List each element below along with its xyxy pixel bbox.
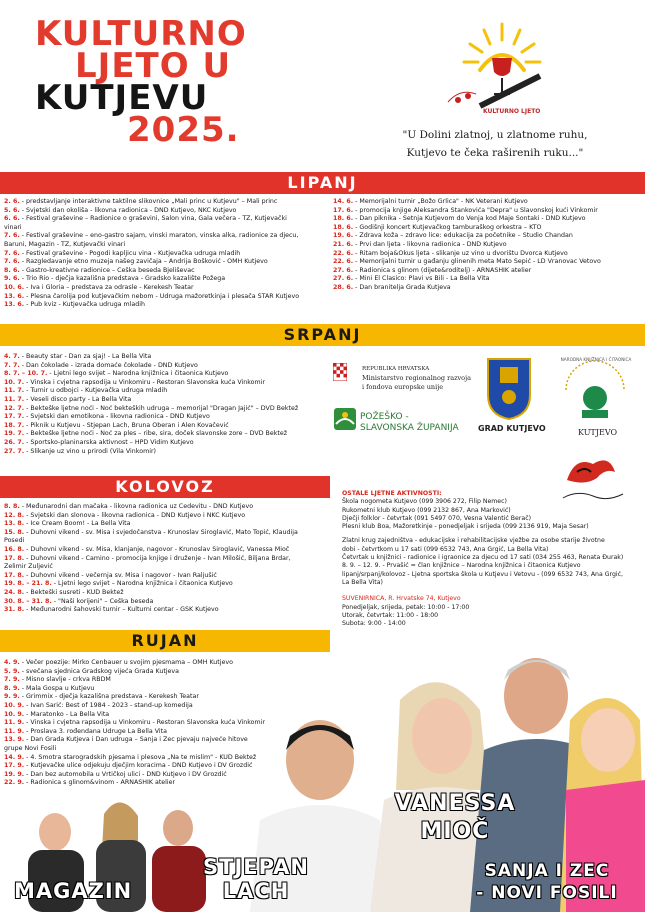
event-text: - Gastro-kreativne radionice – Češka beseda Bjeliševac [19, 266, 195, 274]
event-date: 19. 6. [333, 232, 354, 240]
info-line: Ponedjeljak, srijeda, petak: 10:00 - 17:00 [342, 603, 470, 611]
event-text: - Trio Rio - dječja kazališna predstava - Gradsko kazalište Požega [19, 275, 226, 283]
event-text: - Sportsko-planinarska aktivnost – HPD Vidim Kutjevo [24, 438, 194, 446]
lipanj-events-left [4, 198, 334, 310]
event-date: 22. 6. [333, 258, 354, 266]
event-date: 10. 9. [4, 701, 25, 709]
other-activities-title: OSTALE LJETNE AKTIVNOSTI: [342, 490, 442, 497]
event-row [333, 258, 643, 267]
event-date: 11. 7. [4, 395, 25, 403]
event-date: 17. 8. [4, 571, 25, 579]
event-date: 18. 7. [4, 421, 25, 429]
info-line: Četvrtak u knjižnici - radionice i igraonice za djecu od 17 sati (034 255 463, Renata Đurak) [342, 554, 624, 562]
srpanj-events [4, 353, 334, 456]
ministry-logo [362, 365, 471, 392]
event-date: 19. 7. [4, 430, 25, 438]
performer-magazin: MAGAZIN [14, 879, 133, 903]
event-text: - Festival graševine - Pogodi kapljicu vina - Kutjevačka udruga mladih [19, 249, 241, 257]
section-title-kolovoz: KOLOVOZ [115, 477, 215, 496]
ministry-line-1: REPUBLIKA HRVATSKA [362, 366, 430, 372]
event-date: 15. 8. [4, 528, 25, 536]
event-text: Posedi [4, 537, 25, 545]
event-row [4, 512, 334, 521]
event-row [4, 207, 334, 216]
event-text: - Svjetski dan okoliša - likovna radionica - DND Kutjevo, NKČ Kutjevo [19, 206, 237, 214]
performer-stjepan-line-1: STJEPAN [203, 855, 309, 879]
event-text: - Ljetni lego svijet – Narodna knjižnica i čitaonica Kutjevo [51, 580, 233, 588]
info-line: Subota: 9:00 - 14:00 [342, 620, 406, 628]
event-date: 10. 6. [4, 283, 25, 291]
event-text: - Vinska i cvjetna rapsodija u Vinkomiru - Restoran Slavonska kuća Vinkomir [24, 719, 266, 727]
event-text: - Memorijalni turnir „Božo Grlica" - NK Veterani Kutjevo [353, 198, 528, 205]
event-row [4, 258, 334, 267]
event-text: - Turnir u odbojci - Kutjevačka udruga mladih [24, 387, 168, 395]
event-text: - Godišnji koncert Kutjevačkog tamburaškog orkestra – KTO [353, 223, 542, 231]
event-text: - Misno slavlje - crkva RBDM [19, 676, 111, 684]
event-row [333, 207, 643, 216]
event-text: - Kutjevačke ulice odjekuju dječjim koracima - DND Kutjevo i DV Grozdić [24, 762, 253, 770]
event-date: 4. 9. [4, 659, 20, 666]
event-date: 26. 7. [4, 438, 25, 446]
event-date: 13. 6. [4, 292, 25, 300]
performer-sanja-line-2: - NOVI FOSILI [476, 883, 618, 903]
event-row [4, 353, 334, 362]
souvenir-shop-hours [342, 604, 642, 629]
event-date: 17. 7. [4, 413, 25, 421]
event-date: 4. 7. [4, 353, 20, 360]
county-line-2: SLAVONSKA ŽUPANIJA [360, 423, 459, 433]
info-line: lipanj/srpanj/kolovoz - Ljetna sportska škola u Kutjevu i Vetovu - (099 6532 743, Ana Grgić, [342, 570, 623, 578]
info-line: Dječji folklor - četvrtak (091 5497 070, Vesna Valentić Berač) [342, 514, 532, 522]
event-row [4, 430, 334, 439]
performer-stjepan-lach [186, 855, 326, 903]
event-date: 5. 9. [4, 667, 20, 675]
event-row [4, 520, 334, 529]
event-date: 7. 6. [4, 249, 20, 257]
event-text: - Piknik u Kutjevu - Stjepan Lach, Bruna Oberan i Alen Kovačević [24, 421, 229, 429]
county-line-1: POŽEŠKO - [360, 412, 409, 422]
music-notes-icon [448, 92, 476, 103]
event-text: - Bekteške ljetne noći - Noć za ples – ribe, sira, doček slavonske zore – DVD Bektež [24, 430, 288, 438]
event-date: 17. 9. [4, 762, 25, 770]
event-text: - Pub kviz - Kutjevačka udruga mladih [24, 301, 146, 309]
event-text: - Dan branitelja Grada Kutjeva [353, 283, 451, 291]
event-text: - Slikanje uz vino u prirodi (Vila Vinkomir) [24, 447, 157, 455]
event-row [333, 284, 643, 293]
poster-title [35, 14, 247, 150]
event-text: - Grimmix - dječja kazališna predstava - Kerekesh Teatar [19, 693, 199, 701]
event-date: 8. 9. [4, 684, 20, 692]
event-row [4, 267, 334, 276]
performer-vanessa-line-1: VANESSA [394, 791, 516, 816]
event-row [333, 232, 643, 241]
event-text: - Duhovni vikend - Camino - promocija knjige i druženje - Ivan Milošić, Biljana Brdar, [24, 554, 291, 562]
event-row [4, 396, 334, 405]
event-date: 9. 6. [4, 275, 20, 283]
event-text: Želimir Žuljević [4, 563, 53, 571]
event-text: - svečana sjednica Gradskog vijeća Grada Kutjeva [19, 667, 180, 675]
event-row [4, 580, 334, 589]
event-text: - Beauty star - Dan za sjaj! - La Bella Vita [19, 353, 152, 360]
event-text: - Proslava 3. rođendana Udruge La Bella Vita [24, 727, 167, 735]
event-date: 7. 7. [4, 361, 20, 369]
event-row [333, 275, 643, 284]
event-text: - Festival graševine – eno-gastro sajam, vinski maraton, vinska alka, radionice za djecu, [19, 232, 299, 240]
event-row [4, 301, 334, 310]
performer-vanessa-mioc [370, 790, 540, 846]
event-date: 22. 6. [333, 249, 354, 257]
event-date: 31. 8. [4, 606, 25, 614]
event-row [4, 387, 334, 396]
section-title-rujan: RUJAN [131, 631, 199, 650]
motto-line-1: "U Dolini zlatnoj, u zlatnome ruhu, [402, 129, 588, 141]
event-date: 7. 6. [4, 258, 20, 266]
event-date: 12. 7. [4, 404, 25, 412]
library-logo-icon [558, 360, 632, 424]
title-line-1: KULTURNO [35, 14, 247, 54]
event-row [4, 439, 334, 448]
event-date: 27. 6. [333, 266, 354, 274]
event-text: - Ivan Šarić: Best of 1984 - 2023 - stand-up komedija [24, 701, 193, 709]
event-text: - 4. Smotra starogradskih pjesama i plesova „Na te mislim" - KUD Bektež [24, 753, 257, 761]
title-line-3: KUTJEVU [35, 78, 209, 118]
event-row [4, 537, 334, 546]
event-date: 17. 8. [4, 554, 25, 562]
event-row [4, 362, 334, 371]
kolovoz-events [4, 503, 334, 615]
section-title-lipanj: LIPANJ [287, 173, 358, 192]
event-date: 30. 8. – 31. 8. [4, 597, 52, 605]
event-date: 8. 8. [4, 503, 20, 510]
event-row [4, 503, 334, 512]
info-line: Rukometni klub Kutjevo (099 2132 867, Ana Marković) [342, 506, 511, 514]
title-line-4: 2025. [127, 110, 240, 150]
event-date: 13. 6. [4, 301, 25, 309]
event-row [4, 589, 334, 598]
event-date: 5. 6. [4, 206, 20, 214]
event-row [4, 572, 334, 581]
event-text: Baruni, Magazin - TZ, Kutjevački vinari [4, 240, 126, 248]
event-date: 18. 6. [333, 215, 354, 223]
event-text: - Zdrava koža – zdravo lice: edukacija za početnike – Studio Chandan [353, 232, 573, 240]
info-line: La Bella Vita) [342, 578, 383, 586]
event-text: - Ice Cream Boom! - La Bella Vita [24, 520, 131, 528]
event-date: 11. 9. [4, 727, 25, 735]
event-text: - Bekteške ljetne noći - Noć bekteških udruga – memorijal "Dragan Jajić" – DVD Bektež [24, 404, 299, 412]
event-date: 19. 8. – 21. 8. [4, 580, 52, 588]
performer-sanja-zec [452, 860, 642, 904]
event-text: - predstavljanje interaktivne taktilne slikovnice „Mali princ u Kutjevu" – Mali princ [19, 198, 278, 205]
souvenir-shop-title: SUVENIRNICA, R. Hrvatske 74, Kutjevo [342, 595, 461, 603]
event-text: - Memorijalni turnir u gađanju glinenih meta Mato Šepić - LD Vranovac Vetovo [353, 258, 601, 266]
event-text: - Duhovni vikend - sv. Misa i svjedočanstva - Krunoslav Siroglavić, Mato Topić, Klaudija [24, 528, 298, 536]
ministry-line-2: Ministarstvo regionalnog razvoja [362, 374, 471, 382]
section-title-srpanj: SRPANJ [283, 325, 362, 344]
event-date: 17. 6. [333, 206, 354, 214]
event-text: - Dan piknika - Šetnja Kutjevom do Venja kod Maje Sontaki - DND Kutjevo [353, 215, 586, 223]
event-text: - Veseli disco party - La Bella Vita [24, 395, 132, 403]
event-text: - Mala Gospa u Kutjevu [19, 684, 95, 692]
other-activities-list [342, 498, 642, 531]
event-row [4, 555, 334, 564]
motto-line-2: Kutjevo te čeka raširenih ruku..." [406, 147, 584, 159]
event-date: 10. 9. [4, 710, 25, 718]
event-row [4, 293, 334, 302]
event-row [333, 215, 643, 224]
event-text: - Dan bez automobila u Vrtičkoj ulici - DND Kutjevo i DV Grozdić [24, 770, 227, 778]
event-date: 19. 9. [4, 770, 25, 778]
event-date: 13. 8. [4, 520, 25, 528]
event-row [333, 224, 643, 233]
event-row [4, 448, 334, 457]
croatia-coat-of-arms-icon [333, 363, 347, 381]
ministry-line-3: i fondova europske unije [362, 383, 444, 391]
event-date: 21. 6. [333, 240, 354, 248]
event-row [4, 563, 334, 572]
event-text: - Bekteški susreti - KUD Bektež [24, 588, 124, 596]
festival-logo [440, 18, 570, 118]
event-text: - Svjetski dan emotikona - likovna radionica - DND Kutjevo [24, 413, 210, 421]
event-text: - promocija knjige Aleksandra Stankovića "Depra" u Slavonskoj kući Vinkomir [353, 206, 598, 214]
event-text: - Dan Grada Kutjeva i Dan udruga – Sanja i Zec pjevaju najveće hitove [24, 736, 248, 744]
event-text: - Mini El Clasico: Plavi vs Bili - La Bella Vita [353, 275, 490, 283]
event-date: 27. 7. [4, 447, 25, 455]
event-row [4, 606, 334, 615]
event-text: - Međunarodni šahovski turnir – Kulturni centar - GŠK Kutjevo [24, 606, 219, 614]
event-text: - Radionica s glinom (dijete&roditelj) - ARNASHIK atelier [353, 266, 532, 274]
event-text: - Plesna čarolija pod kutjevačkim nebom - Udruga mažoretkinja i plesača STAR Kutjevo [24, 292, 300, 300]
event-date: 12. 8. [4, 511, 25, 519]
event-row [4, 598, 334, 607]
performer-stjepan-line-2: LACH [222, 879, 290, 903]
performer-vanessa-line-2: MIOČ [420, 819, 490, 844]
event-text: vinari [4, 223, 22, 231]
event-row [333, 241, 643, 250]
event-text: - Iva i Gloria – predstava za odrasle - Kerekesh Teatar [24, 283, 194, 291]
event-text: - Duhovni vikend - sv. Misa, klanjanje, nagovor - Krunoslav Siroglavić, Vanessa Mioč [24, 545, 290, 553]
other-activities [342, 490, 642, 628]
info-line: 8. 9. – 12. 9. - Prvašić = član knjižnice – Narodna knjižnica i čitaonica Kutjevo [342, 562, 581, 570]
event-row [4, 284, 334, 293]
event-row [4, 405, 334, 414]
event-row [333, 267, 643, 276]
event-row [4, 198, 334, 207]
event-date: 9. 9. [4, 693, 20, 701]
event-date: 2. 6. [4, 198, 20, 205]
info-line: Utorak, četvrtak: 11:00 - 18:00 [342, 611, 439, 619]
event-date: 7. 6. [4, 232, 20, 240]
town-coat-of-arms-icon [486, 357, 532, 421]
event-text: - Razgledavanje etno muzeja našeg zavičaja – Andrija Bošković - OMH Kutjevo [19, 258, 268, 266]
event-date: 11. 9. [4, 719, 25, 727]
motto [375, 126, 615, 162]
event-date: 14. 6. [333, 198, 354, 205]
event-date: 7. 9. [4, 676, 20, 684]
event-text: - Međunarodni dan mačaka - likovna radionica uz Čedevitu - DND Kutjevo [19, 503, 254, 510]
event-row [4, 250, 334, 259]
county-logo [360, 412, 459, 434]
event-date: 22. 9. [4, 779, 25, 787]
event-row [4, 224, 334, 233]
event-text: - Festival graševine – Radionice o graševini, Salon vina, Gala večera - TZ, Kutjevački [19, 215, 287, 223]
lipanj-events-right [333, 198, 643, 293]
event-text: - Radionica s glinom&vinom - ARNASHIK atelier [24, 779, 176, 787]
event-row [4, 422, 334, 431]
title-line-2: LJETO U [75, 46, 232, 86]
event-date: 6. 6. [4, 215, 20, 223]
event-text: grupe Novi Fosili [4, 744, 57, 752]
event-text: - Prvi dan ljeta - likovna radionica - DND Kutjevo [353, 240, 507, 248]
event-row [4, 215, 334, 224]
county-emblem-icon [334, 408, 356, 430]
event-row [333, 198, 643, 207]
info-line: Škola nogometa Kutjevo (099 3906 272, Filip Nemec) [342, 498, 507, 506]
event-row [4, 241, 334, 250]
library-name: KUTJEVO [578, 428, 618, 437]
wine-glass-icon [480, 58, 540, 106]
golden-circle-list [342, 537, 642, 587]
event-date: 16. 8. [4, 545, 25, 553]
town-name: GRAD KUTJEVO [478, 424, 546, 433]
event-row [333, 250, 643, 259]
event-text: - "Naši korijeni" – Češka beseda [51, 597, 154, 605]
event-row [4, 275, 334, 284]
event-row [4, 379, 334, 388]
event-date: 10. 7. [4, 378, 25, 386]
event-row [4, 529, 334, 538]
event-date: 27. 6. [333, 275, 354, 283]
event-text: - Dan čokolade - izrada domaće čokolade - DND Kutjevo [19, 361, 198, 369]
event-date: 11. 7. [4, 387, 25, 395]
event-date: 28. 6. [333, 283, 354, 291]
event-date: 8. 6. [4, 266, 20, 274]
event-text: - Svjetski dan slonova - likovna radionica - DND Kutjevo i NKČ Kutjevo [24, 511, 246, 519]
event-date: 8. 7. – 10. 7. [4, 370, 48, 378]
library-arc-text: NARODNA KNJIŽNICA I ČITAONICA [560, 357, 632, 362]
event-date: 18. 6. [333, 223, 354, 231]
event-row [4, 546, 334, 555]
logo-caption: KULTURNO LJETO [483, 108, 541, 115]
event-row [4, 370, 334, 379]
info-line: dobi - četvrtkom u 17 sati (099 6532 743, Ana Grgić, La Bella Vita) [342, 545, 549, 553]
event-text: - Maratonko - La Bella Vita [24, 710, 110, 718]
event-date: 24. 8. [4, 588, 25, 596]
event-text: - Večer poezije: Mirko Cenbauer u svojim pjesmama – OMH Kutjevo [19, 659, 233, 666]
info-line: Zlatni krug zajedništva - edukacijske i rehabilitacijske vježbe za osobe starije životne [342, 537, 605, 545]
event-text: - Ritam boja&Okus ljeta - slikanje uz vino u dvorištu Dvorca Kutjevo [353, 249, 568, 257]
event-text: - Vinska i cvjetna rapsodija u Vinkomiru - Restoran Slavonska kuća Vinkomir [24, 378, 266, 386]
event-text: - Ljetni lego svijet – Narodna knjižnica i čitaonica Kutjevo [47, 370, 229, 378]
event-date: 13. 9. [4, 736, 25, 744]
info-line: Plesni klub Boa, Mažoretkinje - ponedjeljak i srijeda (099 2136 919, Maja Sesar) [342, 523, 589, 531]
event-text: - Duhovni vikend - večernja sv. Misa i nagovor - Ivan Raljušić [24, 571, 217, 579]
event-row [4, 232, 334, 241]
event-row [4, 413, 334, 422]
performer-sanja-line-1: SANJA I ZEC [484, 861, 610, 881]
event-date: 14. 9. [4, 753, 25, 761]
